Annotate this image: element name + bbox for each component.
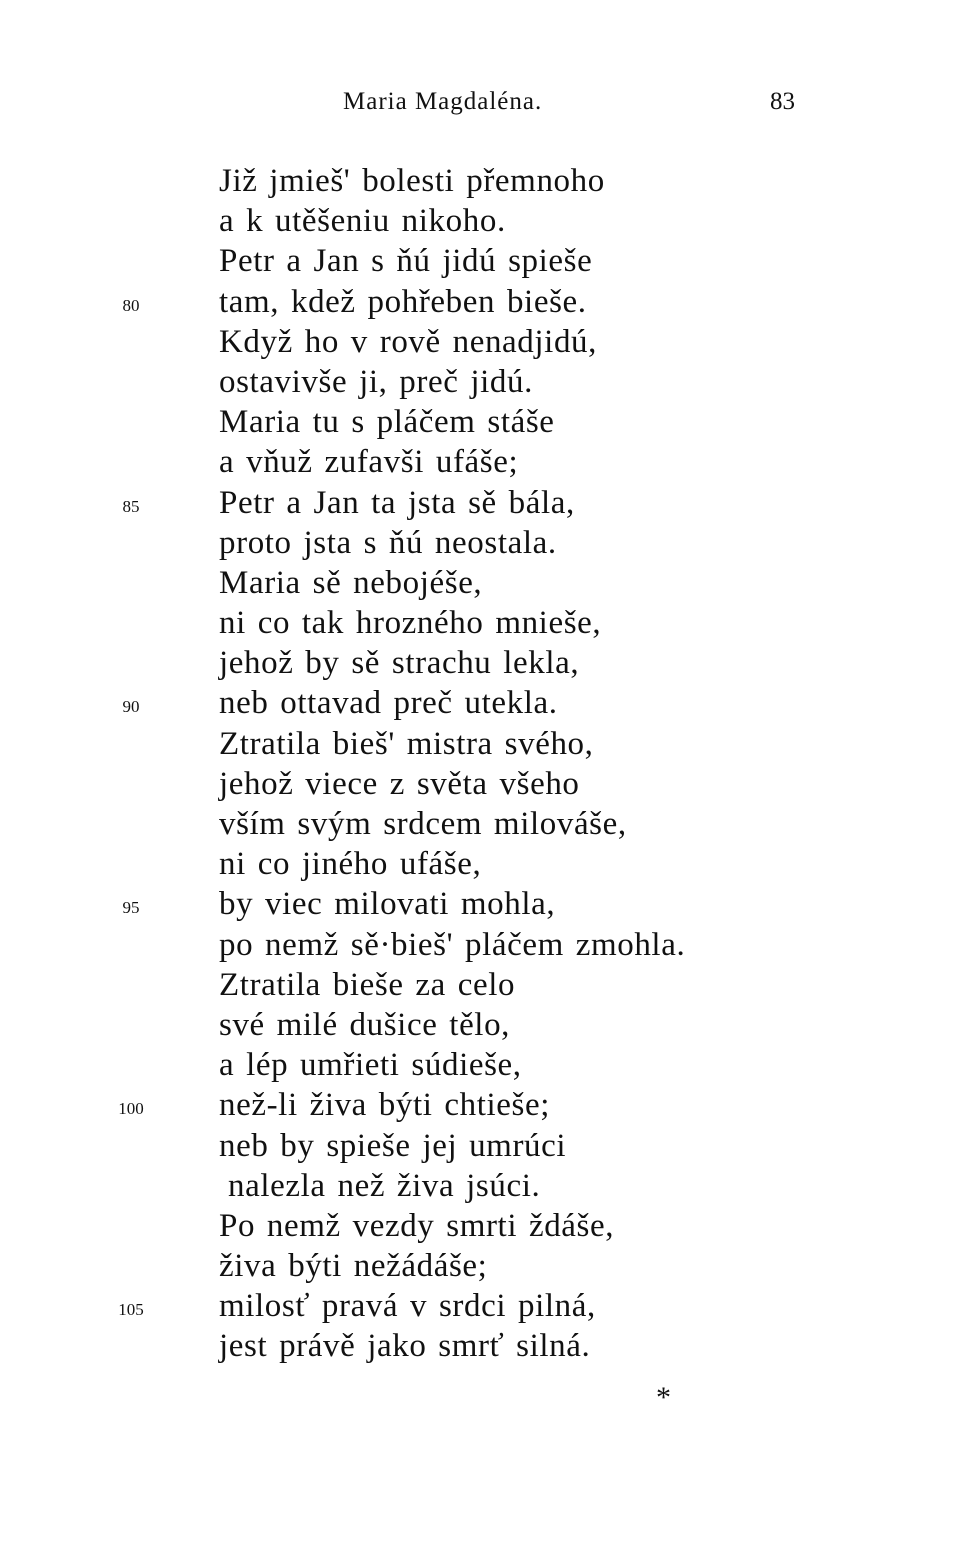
verse-text: vším svým srdcem milováše,	[219, 806, 627, 842]
verse-line	[0, 1166, 960, 1206]
line-number: 105	[118, 1300, 144, 1320]
verse-text: ostavivše ji, preč jidú.	[219, 363, 533, 400]
verse-line	[0, 844, 960, 884]
verse-text: ni co jiného ufáše,	[219, 846, 482, 883]
verse-line	[0, 925, 960, 965]
verse-line	[0, 241, 960, 281]
verse-line	[0, 1326, 960, 1366]
verse-text: živa býti nežádáše;	[219, 1248, 488, 1285]
verse-text: Petr a Jan ta jsta sě bála,	[219, 484, 575, 521]
verse-text: a k utěšeniu nikoho.	[219, 203, 506, 240]
section-ornament: *	[656, 1381, 671, 1414]
verse-text: proto jsta s ňú neostala.	[219, 524, 557, 561]
verse-line	[0, 282, 960, 322]
verse-line	[0, 683, 960, 723]
running-head	[0, 82, 960, 122]
verse-text: jest právě jako smrť silná.	[219, 1328, 591, 1365]
verse-line	[0, 804, 960, 844]
verse-line	[0, 1045, 960, 1085]
verse-line	[0, 362, 960, 402]
verse-text: než-li živa býti chtieše;	[219, 1087, 550, 1124]
verse-line	[0, 442, 960, 482]
line-number: 80	[122, 295, 140, 315]
verse-text: by viec milovati mohla,	[219, 886, 556, 923]
verse-text: neb by spieše jej umrúci	[219, 1127, 567, 1164]
verse-text: nalezla než živa jsúci.	[228, 1167, 541, 1204]
verse-text: Maria sě nebojéše,	[219, 564, 483, 601]
verse-line	[0, 724, 960, 764]
page-number: 83	[770, 88, 795, 115]
verse-text: milosť pravá v srdci pilná,	[219, 1288, 596, 1325]
verse-text: Již jmieš' bolesti přemnoho	[219, 163, 605, 199]
verse-line	[0, 201, 960, 241]
verse-line	[0, 1286, 960, 1326]
verse-line	[0, 563, 960, 603]
verse-line	[0, 402, 960, 442]
verse-line	[0, 1085, 960, 1125]
verse-text: ni co tak hrozného mnieše,	[219, 605, 602, 642]
line-number: 85	[122, 496, 140, 516]
verse-text: a lép umřieti súdieše,	[219, 1047, 522, 1084]
poem	[0, 161, 960, 1367]
verse-line	[0, 643, 960, 683]
running-title: Maria Magdaléna.	[343, 88, 543, 115]
line-number: 100	[118, 1099, 144, 1119]
verse-text: jehož by sě strachu lekla,	[219, 645, 580, 682]
verse-text: Petr a Jan s ňú jidú spieše	[219, 243, 593, 280]
verse-text: neb ottavad preč utekla.	[219, 685, 558, 722]
verse-text: Ztratila bieš' mistra svého,	[219, 725, 594, 762]
verse-text: po nemž sě·bieš' pláčem zmohla.	[219, 926, 686, 963]
verse-text: Po nemž vezdy smrti ždáše,	[219, 1207, 615, 1244]
verse-line	[0, 161, 960, 201]
line-number: 90	[122, 697, 140, 717]
verse-text: Ztratila bieše za celo	[219, 966, 516, 1003]
verse-text: Maria tu s pláčem stáše	[219, 404, 555, 441]
verse-line	[0, 483, 960, 523]
verse-line	[0, 1005, 960, 1045]
verse-line	[0, 322, 960, 362]
verse-line	[0, 884, 960, 924]
verse-line	[0, 764, 960, 804]
verse-line	[0, 1126, 960, 1166]
verse-text: Když ho v rově nenadjidú,	[219, 323, 597, 360]
verse-line	[0, 1206, 960, 1246]
verse-text: své milé dušice tělo,	[219, 1006, 511, 1043]
verse-text: tam, kdež pohřeben bieše.	[219, 283, 587, 320]
verse-line	[0, 523, 960, 563]
verse-line	[0, 965, 960, 1005]
verse-text: a vňuž zufavši ufáše;	[219, 444, 519, 481]
verse-line	[0, 1246, 960, 1286]
line-number: 95	[122, 898, 140, 918]
verse-text: jehož viece z světa všeho	[219, 765, 580, 802]
verse-line	[0, 603, 960, 643]
